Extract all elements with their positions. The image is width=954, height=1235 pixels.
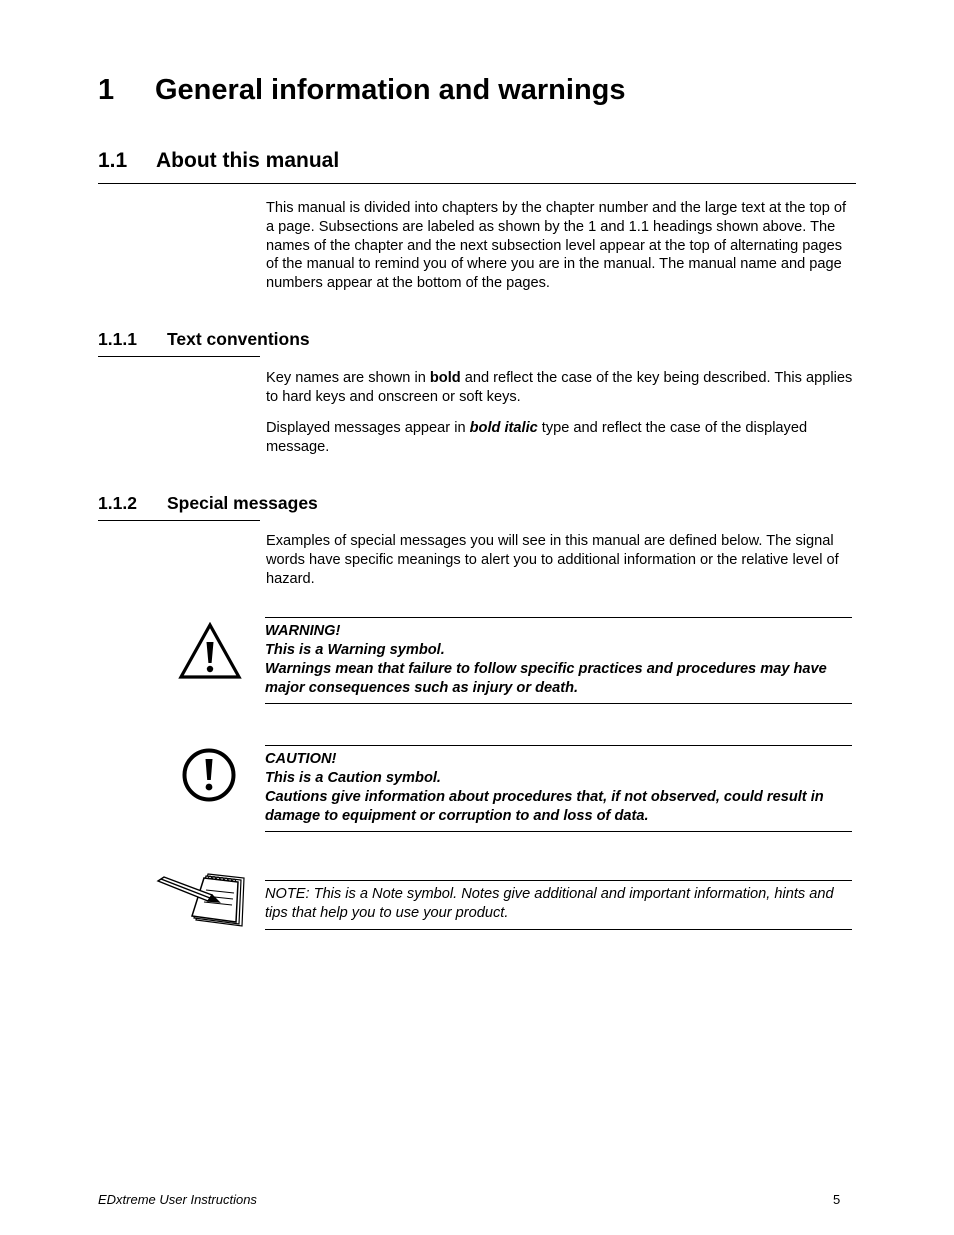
caution-top-rule [265, 745, 852, 746]
note-top-rule [265, 880, 852, 881]
warning-description: Warnings mean that failure to follow specific practices and procedures may have major consequences such as injury or death. [265, 661, 827, 696]
warning-triangle-icon [178, 622, 242, 680]
special-messages-paragraph: Examples of special messages you will see in this manual are defined below. The signal words have specific meanings to alert you to additional information or the relative level of hazard. [266, 533, 839, 587]
caution-bottom-rule [265, 831, 852, 832]
text-run: type and reflect the case of the displayed message. [266, 420, 808, 455]
text-conventions-paragraph-1 [266, 369, 856, 407]
subsection-rule [98, 520, 260, 521]
chapter-number: 1 [98, 74, 115, 106]
subsection-number: 1.1.2 [98, 493, 137, 513]
note-message: NOTE: This is a Note symbol. Notes give additional and important information, hints and tips that help you to use your product. [265, 886, 834, 921]
section-rule [98, 183, 856, 184]
chapter-title: General information and warnings [155, 74, 626, 106]
subsection-heading-text-conventions [98, 329, 310, 350]
note-bottom-rule [265, 929, 852, 930]
section-title: About this manual [156, 149, 340, 172]
text-run: Displayed messages appear in [266, 420, 470, 436]
subsection-heading-special-messages [98, 493, 318, 514]
footer-page-number: 5 [833, 1192, 841, 1207]
chapter-heading [98, 74, 626, 107]
section-number: 1.1 [98, 149, 128, 172]
notepad-pencil-icon [156, 868, 248, 930]
warning-signal-word: WARNING! [265, 623, 341, 639]
subsection-rule [98, 356, 260, 357]
subsection-number: 1.1.1 [98, 329, 137, 349]
caution-signal-word: CAUTION! [265, 751, 337, 767]
about-paragraph: This manual is divided into chapters by the chapter number and the large text at the top of a page. Subsections are labeled as shown by the 1 and 1.1 headings shown above. The names of the chapter and the next subsection level appear at the top of alternating pages of the manual to remind you of where you are in the manual. The manual name and page numbers appear at the bottom of the pages. [266, 200, 847, 292]
footer-manual-name: EDxtreme User Instructions [98, 1192, 257, 1207]
warning-bottom-rule [265, 703, 852, 704]
bold-example: bold [429, 370, 461, 386]
subsection-title: Special messages [167, 493, 318, 513]
bold-italic-example: bold italic [469, 420, 538, 436]
section-heading-about [98, 149, 339, 173]
caution-message [265, 750, 852, 826]
caution-description: Cautions give information about procedures that, if not observed, could result in damage to equipment or corruption to and loss of data. [265, 789, 824, 824]
warning-message [265, 622, 852, 698]
text-run: Key names are shown in [266, 370, 430, 386]
text-conventions-paragraph-2 [266, 419, 856, 457]
caution-circle-icon [180, 746, 238, 804]
subsection-title: Text conventions [167, 329, 310, 349]
text-run: and reflect the case of the key being described. This applies to hard keys and onscreen or soft keys. [266, 370, 853, 405]
warning-top-rule [265, 617, 852, 618]
warning-symbol-label: This is a Warning symbol. [265, 642, 445, 658]
caution-symbol-label: This is a Caution symbol. [265, 770, 441, 786]
